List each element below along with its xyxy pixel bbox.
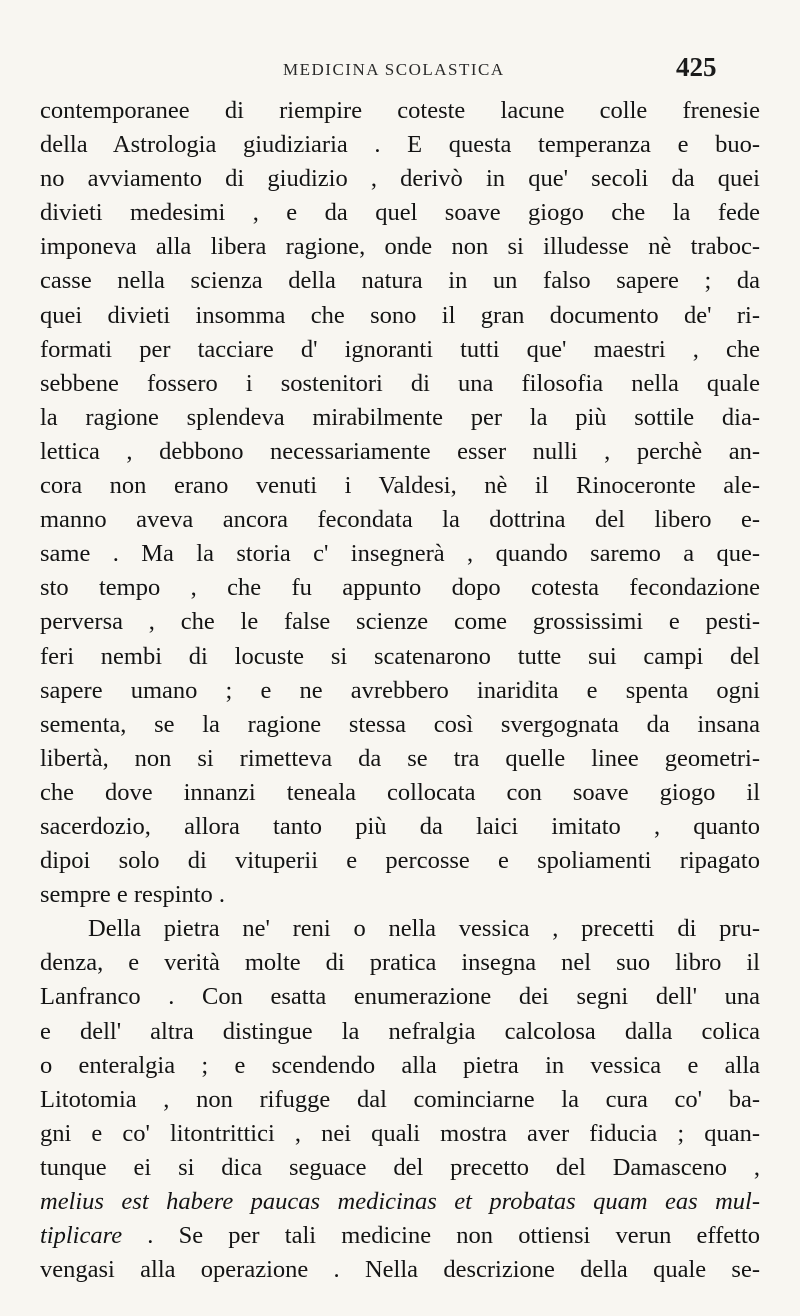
text-line: imponeva alla libera ragione, onde non si illudesse nè traboc- [40,233,760,261]
text-line [40,1219,760,1253]
text-line: che dove innanzi teneala collocata con soave giogo il [40,778,760,806]
text-line: quei divieti insomma che sono il gran documento de' ri- [40,301,760,329]
text-line: same . Ma la storia c' insegnerà , quando saremo a que- [40,540,760,568]
text-line: sementa, se la ragione stessa così svergognata da insana [40,710,760,738]
running-title: MEDICINA SCOLASTICA [283,60,505,79]
text-line: sempre e respinto . [40,881,226,909]
text-line: contemporanee di riempire coteste lacune colle frenesie [40,97,760,124]
line-text: . Se per tali medicine non ottiensi verun effetto [122,1222,760,1250]
text-line: cora non erano venuti i Valdesi, nè il Rinoceronte ale- [40,472,760,500]
text-line: sapere umano ; e ne avrebbero inaridita e spenta ogni [40,676,760,704]
text-line: della Astrologia giudiziaria . E questa temperanza e buo- [40,131,760,159]
text-line: tunque ei si dica seguace del precetto del Damasceno , [40,1153,760,1181]
text-line: no avviamento di giudizio , derivò in que' secoli da quei [40,165,760,193]
text-line: casse nella scienza della natura in un falso sapere ; da [40,267,760,295]
text-line: perversa , che le false scienze come grossissimi e pesti- [40,608,760,636]
text-line: gni e co' litontrittici , nei quali mostra aver fiducia ; quan- [40,1119,760,1147]
text-line: o enteralgia ; e scendendo alla pietra in vessica e alla [40,1051,760,1079]
text-line: sebbene fossero i sostenitori di una filosofia nella quale [40,369,760,397]
text-line: denza, e verità molte di pratica insegna nel suo libro il [40,949,760,977]
text-line: la ragione splendeva mirabilmente per la più sottile dia- [40,403,760,431]
text-line: Litotomia , non rifugge dal cominciarne la cura co' ba- [40,1085,760,1113]
running-head [0,52,800,86]
page-number: 425 [676,52,717,82]
text-line: libertà, non si rimetteva da se tra quelle linee geometri- [40,744,760,772]
text-line: formati per tacciare d' ignoranti tutti que' maestri , che [40,335,760,363]
text-line: divieti medesimi , e da quel soave giogo che la fede [40,199,760,227]
text-line: sto tempo , che fu appunto dopo cotesta fecondazione [40,574,760,602]
text-line: lettica , debbono necessariamente esser nulli , perchè an- [40,437,760,465]
text-line: melius est habere paucas medicinas et probatas quam eas mul- [40,1188,760,1215]
text-line: feri nembi di locuste si scatenarono tutte sui campi del [40,642,760,670]
text-line: sacerdozio, allora tanto più da laici imitato , quanto [40,812,760,840]
text-line: dipoi solo di vituperii e percosse e spoliamenti ripagato [40,847,760,875]
text-line: Della pietra ne' reni o nella vessica , precetti di pru- [88,915,760,943]
text-line: manno aveva ancora fecondata la dottrina del libero e- [40,506,760,534]
body-text [40,94,760,1287]
text-line: e dell' altra distingue la nefralgia calcolosa dalla colica [40,1017,760,1045]
italic-text: tiplicare [40,1222,123,1250]
text-line: vengasi alla operazione . Nella descrizione della quale se- [40,1256,760,1284]
text-line: Lanfranco . Con esatta enumerazione dei segni dell' una [40,983,760,1011]
